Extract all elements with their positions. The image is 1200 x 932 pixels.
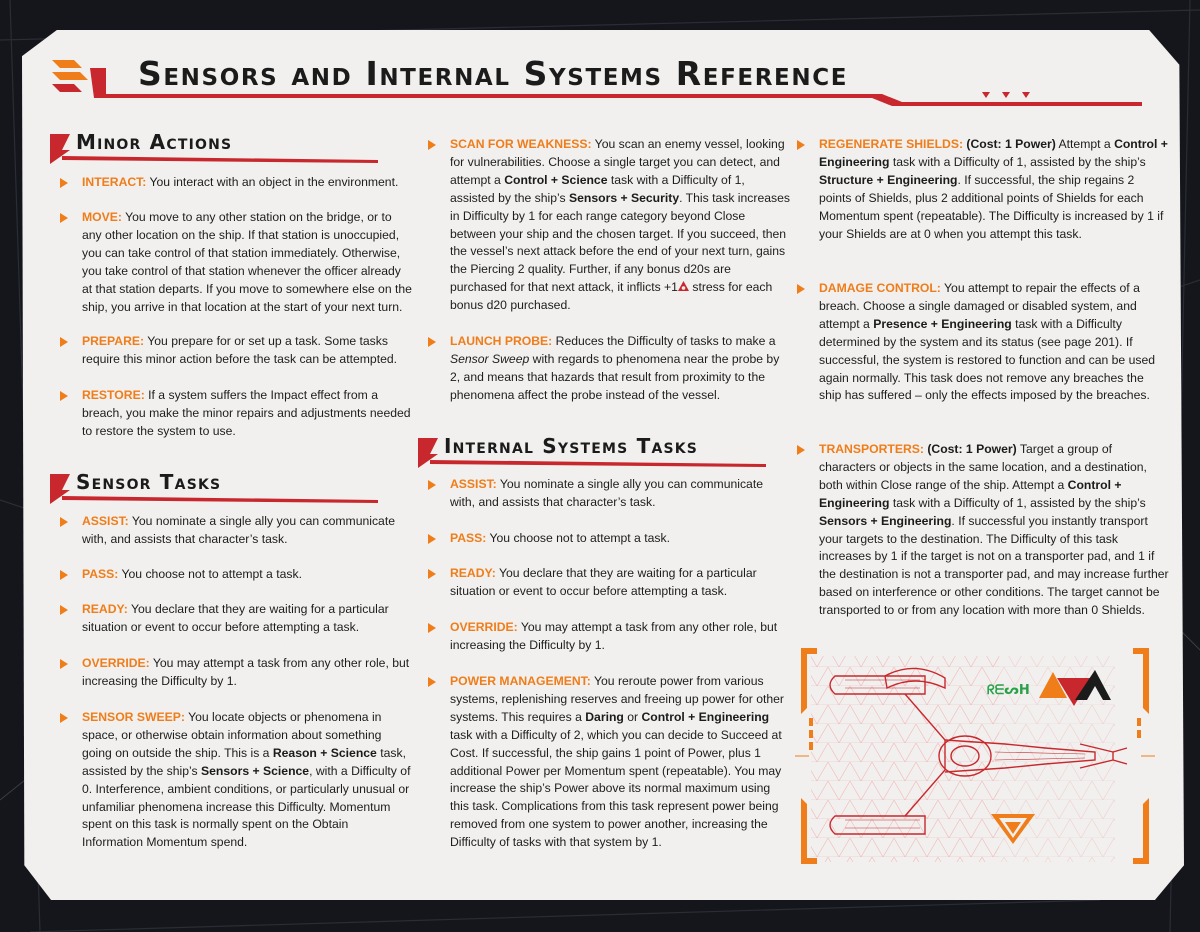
page-title: Sensors and Internal Systems Reference	[138, 54, 849, 93]
entry-bold: Structure + Engineering	[819, 172, 958, 187]
minor-restore	[58, 387, 412, 441]
entry-body: task with a Difficulty of 1, assisted by the ship’s	[889, 154, 1146, 169]
entry-key: DAMAGE CONTROL:	[819, 281, 941, 295]
title-chevron-icon	[50, 58, 110, 102]
bullet-icon	[797, 284, 805, 294]
entry-body: You reroute power from various systems, replenishing reserves and freeing up power for other systems. This requires a	[450, 674, 784, 724]
entry-body: You attempt to repair the effects of a breach. Choose a single damaged or disabled system, and attempt a	[819, 281, 1140, 331]
bullet-icon	[428, 569, 436, 579]
entry-body: You locate objects or phenomena in space, or otherwise obtain information about something going on outside the ship. This is a	[82, 710, 382, 760]
entry-key: INTERACT:	[82, 175, 147, 189]
entry-key: ASSIST:	[450, 477, 497, 491]
power-management	[426, 673, 790, 852]
internal-systems-heading	[416, 434, 766, 474]
internal-override	[426, 619, 790, 655]
scan-for-weakness	[426, 136, 790, 315]
regenerate-shields	[795, 136, 1169, 243]
entry-bold: Sensors + Science	[201, 763, 310, 778]
entry-body: You choose not to attempt a task.	[118, 567, 302, 581]
entry-key: ASSIST:	[82, 514, 129, 528]
internal-pass	[426, 530, 790, 548]
entry-body: Target a group of characters or objects in the same location, and a destination, both within Close range of the ship. Attempt a	[819, 442, 1147, 492]
entry-body: task with a Difficulty of 1, assisted by the ship’s	[889, 495, 1146, 510]
entry-body: You choose not to attempt a task.	[486, 531, 670, 545]
entry-body: You declare that they are waiting for a particular situation or event to occur before attempting a task.	[450, 566, 757, 598]
sensor-sweep	[58, 709, 412, 852]
sensor-ready	[58, 601, 412, 637]
entry-body: You declare that they are waiting for a particular situation or event to occur before attempting a task.	[82, 602, 389, 634]
internal-ready	[426, 565, 790, 601]
title-rule	[102, 92, 1142, 108]
entry-italic: Sensor Sweep	[450, 351, 530, 366]
entry-body: , with a Difficulty of 0. Interference, ambient conditions, or particularly unusual or unfamiliar phenomena increase this Difficulty. Momentum spent on this task is normally spent on the Obtain Information Momentum spend.	[82, 763, 411, 850]
entry-body: . This task increases in Difficulty by 1 for each range category beyond Close between your ship and the chosen target. If you succeed, then the vessel’s next attack before the end of your next turn, gains the Piercing 2 quality. Further, if any bonus d20s are purchased for that next attack, it inflicts +1	[450, 190, 790, 295]
entry-key: LAUNCH PROBE:	[450, 334, 553, 348]
entry-key: READY:	[450, 566, 496, 580]
entry-body: You nominate a single ally you can communicate with, and assists that character’s task.	[450, 477, 763, 509]
klingon-ship-schematic-icon	[795, 648, 1155, 866]
entry-bold: Control + Engineering	[641, 709, 770, 724]
entry-key: SCAN FOR WEAKNESS:	[450, 137, 592, 151]
minor-move	[58, 209, 412, 316]
bullet-icon	[60, 391, 68, 401]
entry-body: task with a Difficulty of 2, which you can decide to Succeed at Cost. If successful, the ship gains 1 point of Power, plus 1 additional Power per Momentum spent (repeatable). You may increase the ship’s Power above its normal maximum using this task. Complications from this task represent power being removed from one system to power another, increasing the Difficulty of tasks with that system by 1.	[450, 727, 782, 850]
entry-body: You nominate a single ally you can communicate with, and assists that character’s task.	[82, 514, 395, 546]
bullet-icon	[60, 213, 68, 223]
entry-body: with regards to phenomena near the probe by 2, and means that hazards that result from proximity to the phenomena affect the probe instead of the vessel.	[450, 351, 780, 402]
bullet-icon	[428, 140, 436, 150]
entry-body: Reduces the Difficulty of tasks to make a	[552, 334, 776, 348]
entry-key: REGENERATE SHIELDS:	[819, 137, 964, 151]
entry-cost: (Cost: 1 Power)	[923, 442, 1017, 456]
bullet-icon	[428, 480, 436, 490]
entry-body: stress for each bonus d20 purchased.	[450, 280, 773, 313]
bullet-icon	[60, 659, 68, 669]
launch-probe	[426, 333, 790, 405]
entry-cost: (Cost: 1 Power)	[963, 137, 1056, 151]
entry-body: If a system suffers the Impact effect from a breach, you make the minor repairs and adjustments needed to restore the system to use.	[82, 388, 411, 438]
minor-interact	[58, 174, 412, 192]
entry-body: . If successful, the ship regains 2 points of Shields, plus 2 additional points of Shields for each Momentum spent (repeatable). The Difficulty is increased by 1 if your Shields are at 0 when you attempt this task.	[819, 172, 1164, 241]
bullet-icon	[428, 623, 436, 633]
damage-control	[795, 280, 1169, 405]
page-header	[50, 52, 1160, 112]
entry-bold: Presence + Engineering	[873, 316, 1012, 331]
entry-key: POWER MANAGEMENT:	[450, 674, 591, 688]
challenge-die-icon	[678, 281, 689, 292]
entry-key: PREPARE:	[82, 334, 145, 348]
bullet-icon	[428, 337, 436, 347]
alien-glyph-text: ᖇᗴᔕᕼ	[987, 683, 1030, 698]
entry-bold: Control + Engineering	[819, 477, 1122, 510]
minor-actions-title: Minor Actions	[76, 130, 233, 154]
entry-body: You move to any other station on the bridge, or to any other location on the ship. If that station is unoccupied, you can take control of that station immediately. Otherwise, you take control of that station whenever the officer already at that station departs. If you move to somewhere else on the ship, you arrive in that location at the start of your next turn.	[82, 210, 412, 314]
internal-assist	[426, 476, 790, 512]
entry-bold: Control + Science	[504, 172, 608, 187]
bullet-icon	[60, 605, 68, 615]
entry-body: You may attempt a task from any other role, but increasing the Difficulty by 1.	[82, 656, 410, 688]
sensor-assist	[58, 513, 412, 549]
minor-prepare	[58, 333, 412, 369]
entry-body: You may attempt a task from any other role, but increasing the Difficulty by 1.	[450, 620, 778, 652]
bullet-icon	[797, 445, 805, 455]
entry-bold: Reason + Science	[272, 745, 377, 760]
entry-body: or	[623, 709, 642, 724]
entry-body: task with a Difficulty determined by the system and its status (see page 201). If successful, the system is restored to function and can be used again normally. This task does not remove any breaches the ship has suffered – only the effects imposed by the breaches.	[819, 316, 1156, 403]
bullet-icon	[428, 677, 436, 687]
bullet-icon	[60, 713, 68, 723]
entry-key: SENSOR SWEEP:	[82, 710, 185, 724]
entry-bold: Control + Engineering	[819, 137, 1168, 169]
bullet-icon	[797, 140, 805, 150]
entry-key: READY:	[82, 602, 128, 616]
bullet-icon	[60, 570, 68, 580]
entry-body: Attempt a	[1055, 137, 1115, 151]
sensor-override	[58, 655, 412, 691]
entry-key: PASS:	[82, 567, 119, 581]
bullet-icon	[428, 534, 436, 544]
entry-bold: Sensors + Security	[569, 190, 680, 205]
entry-bold: Daring	[585, 709, 624, 724]
entry-key: RESTORE:	[82, 388, 145, 402]
sensor-tasks-title: Sensor Tasks	[76, 470, 222, 494]
minor-actions-heading	[48, 130, 378, 170]
internal-systems-title: Internal Systems Tasks	[444, 434, 699, 458]
entry-body: You scan an enemy vessel, looking for vulnerabilities. Choose a single target you can detect, and attempt a	[450, 137, 785, 187]
entry-key: TRANSPORTERS:	[819, 442, 924, 456]
entry-body: You prepare for or set up a task. Some tasks require this minor action before the task can be attempted.	[82, 334, 398, 366]
transporters	[795, 441, 1169, 620]
entry-body: You interact with an object in the environment.	[146, 175, 399, 189]
sensor-tasks-heading	[48, 470, 378, 510]
bullet-icon	[60, 517, 68, 527]
bullet-icon	[60, 337, 68, 347]
entry-bold: Sensors + Engineering	[819, 513, 952, 528]
entry-key: OVERRIDE:	[450, 620, 518, 634]
entry-key: PASS:	[450, 531, 487, 545]
sensor-pass	[58, 566, 412, 584]
entry-key: MOVE:	[82, 210, 122, 224]
entry-body: . If successful you instantly transport your targets to the destination. The Difficulty of this task increases by 1 if the target is not on a transporter pad, and 1 if the destination is not a transporter pad, and may increase further based on interference or other conditions. The target cannot be transported to or from any location with more than 0 Shields.	[819, 513, 1169, 618]
entry-key: OVERRIDE:	[82, 656, 150, 670]
entry-body: task with a Difficulty of 1, assisted by the ship’s	[450, 172, 745, 205]
entry-body: task, assisted by the ship’s	[82, 745, 406, 778]
bullet-icon	[60, 178, 68, 188]
